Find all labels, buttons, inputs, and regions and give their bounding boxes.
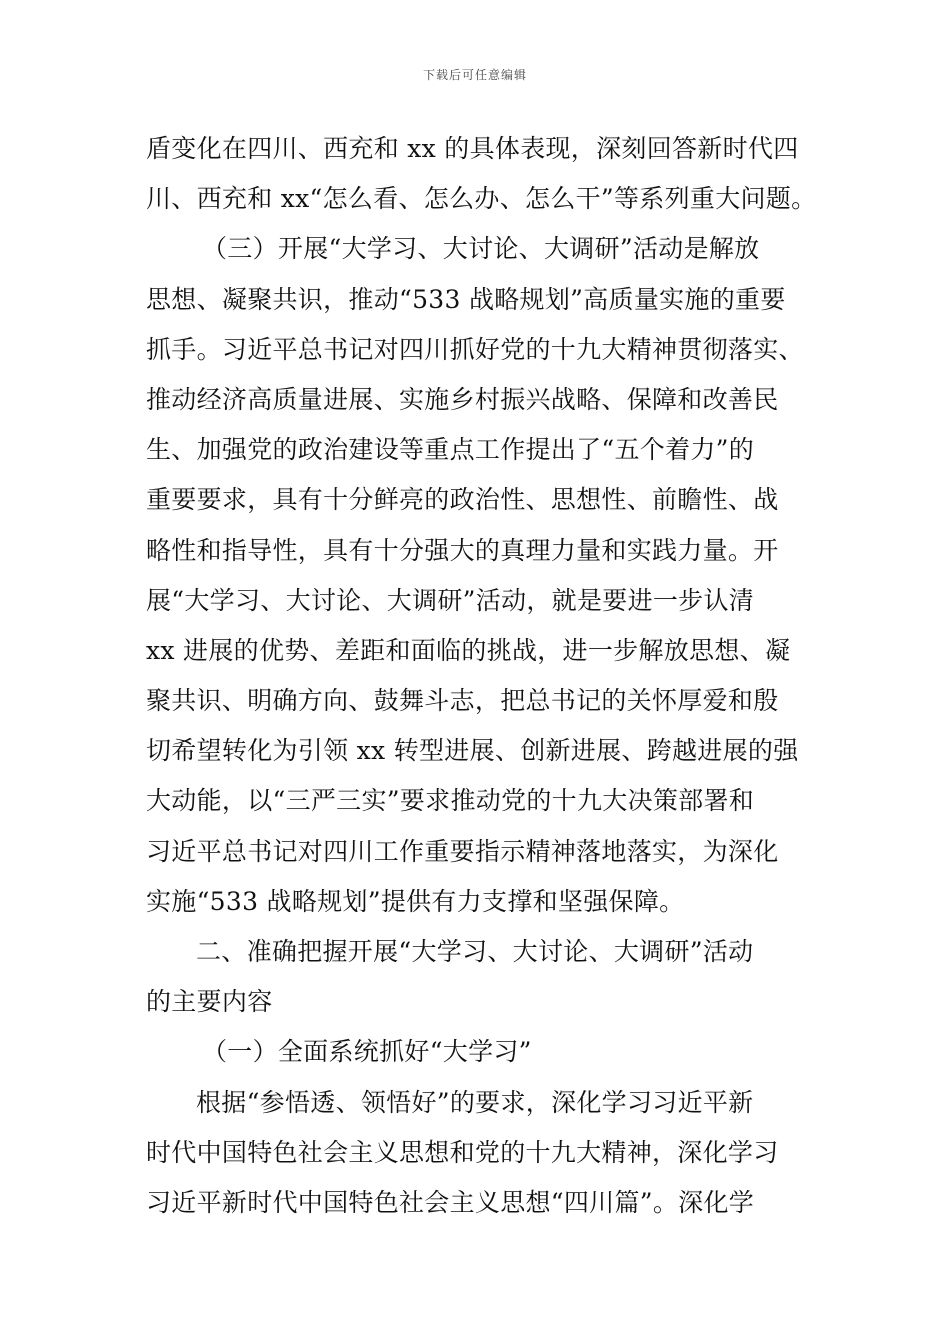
document-body bbox=[146, 124, 816, 1228]
text-line: 抓手。习近平总书记对四川抓好党的十九大精神贯彻落实、 bbox=[146, 334, 804, 364]
text-line: 思想、凝聚共识，推动“533 战略规划”高质量实施的重要 bbox=[146, 284, 786, 314]
text-line: 大动能，以“三严三实”要求推动党的十九大决策部署和 bbox=[146, 786, 755, 816]
text-line: 展“大学习、大讨论、大调研”活动，就是要进一步认清 bbox=[146, 585, 755, 615]
text-line: 盾变化在四川、西充和 xx 的具体表现，深刻回答新时代四 bbox=[146, 134, 799, 163]
text-line: 推动经济高质量进展、实施乡村振兴战略、保障和改善民 bbox=[146, 384, 779, 414]
text-line: 生、加强党的政治建设等重点工作提出了“五个着力”的 bbox=[146, 435, 755, 465]
text-line: 根据“参悟透、领悟好”的要求，深化学习习近平新 bbox=[196, 1087, 754, 1117]
chapter-heading-continued: 的主要内容 bbox=[146, 987, 273, 1017]
text-line: 川、西充和 xx“怎么看、怎么办、怎么干”等系列重大问题。 bbox=[146, 184, 817, 214]
page-header-note: 下载后可任意编辑 bbox=[422, 68, 527, 82]
section-heading: （三）开展“大学习、大讨论、大调研”活动是解放 bbox=[202, 234, 760, 264]
text-line: 习近平新时代中国特色社会主义思想“四川篇”。深化学 bbox=[146, 1187, 755, 1217]
text-line: 时代中国特色社会主义思想和党的十九大精神，深化学习 bbox=[146, 1137, 779, 1167]
text-line: 切希望转化为引领 xx 转型进展、创新进展、跨越进展的强 bbox=[146, 736, 799, 766]
section-heading: （一）全面系统抓好“大学习” bbox=[202, 1037, 532, 1067]
chapter-heading: 二、准确把握开展“大学习、大讨论、大调研”活动 bbox=[196, 937, 754, 966]
text-line: xx 进展的优势、差距和面临的挑战，进一步解放思想、凝 bbox=[146, 635, 791, 665]
text-line: 略性和指导性，具有十分强大的真理力量和实践力量。开 bbox=[146, 535, 779, 565]
text-line: 习近平总书记对四川工作重要指示精神落地落实，为深化 bbox=[146, 836, 779, 866]
text-line: 重要要求，具有十分鲜亮的政治性、思想性、前瞻性、战 bbox=[146, 485, 779, 515]
text-line: 实施“533 战略规划”提供有力支撑和坚强保障。 bbox=[146, 886, 685, 916]
text-line: 聚共识、明确方向、鼓舞斗志，把总书记的关怀厚爱和殷 bbox=[146, 686, 779, 716]
